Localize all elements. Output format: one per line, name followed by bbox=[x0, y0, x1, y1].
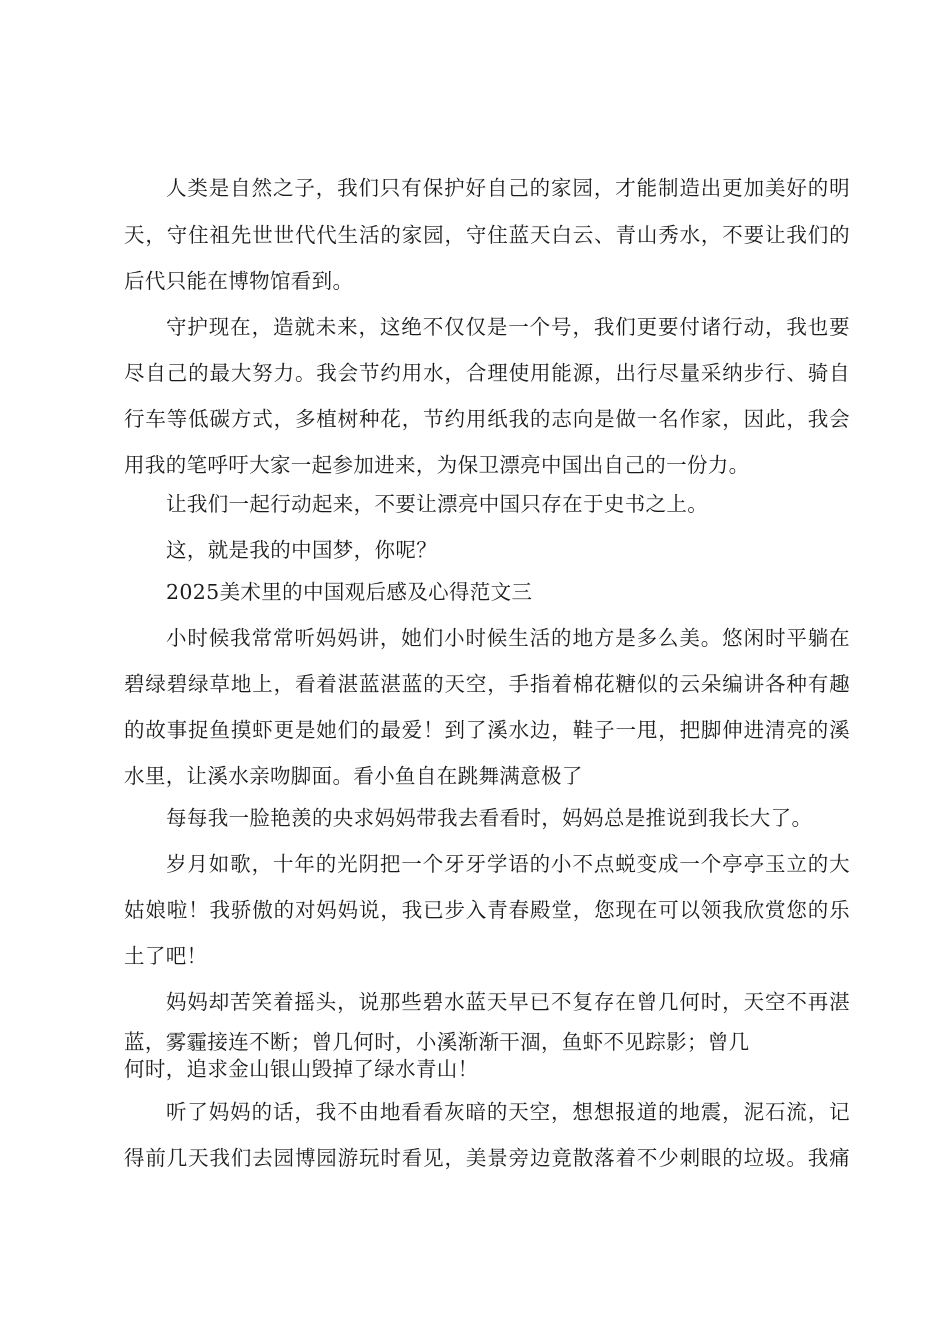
paragraph-5-line-2: 碧绿碧绿草地上，看着湛蓝湛蓝的天空，手指着棉花糖似的云朵编讲各种有趣 bbox=[124, 672, 850, 696]
paragraph-7-line-3: 土了吧！ bbox=[124, 944, 208, 968]
paragraph-5-line-4: 水里，让溪水亲吻脚面。看小鱼自在跳舞满意极了 bbox=[124, 764, 583, 788]
paragraph-9-line-2: 得前几天我们去园博园游玩时看见，美景旁边竟散落着不少刺眼的垃圾。我痛 bbox=[124, 1146, 850, 1170]
paragraph-8-line-3: 何时，追求金山银山毁掉了绿水青山！ bbox=[124, 1057, 479, 1081]
paragraph-9-line-1: 听了妈妈的话，我不由地看看灰暗的天空，想想报道的地震，泥石流，记 bbox=[166, 1100, 850, 1124]
paragraph-4: 这，就是我的中国梦，你呢？ bbox=[166, 538, 438, 562]
paragraph-1-line-3: 后代只能在博物馆看到。 bbox=[124, 269, 354, 293]
paragraph-8-line-2: 蓝，雾霾接连不断；曾几何时，小溪渐渐干涸，鱼虾不见踪影；曾几 bbox=[124, 1030, 750, 1054]
paragraph-7-line-2: 姑娘啦！我骄傲的对妈妈说，我已步入青春殿堂，您现在可以领我欣赏您的乐 bbox=[124, 898, 850, 922]
paragraph-2-line-3: 行车等低碳方式，多植树种花，节约用纸我的志向是做一名作家，因此，我会 bbox=[124, 407, 850, 431]
paragraph-2-line-1: 守护现在，造就未来，这绝不仅仅是一个号，我们更要付诸行动，我也要 bbox=[166, 315, 850, 339]
paragraph-1-line-1: 人类是自然之子，我们只有保护好自己的家园，才能制造出更加美好的明 bbox=[166, 176, 850, 200]
paragraph-7-line-1: 岁月如歌，十年的光阴把一个牙牙学语的小不点蜕变成一个亭亭玉立的大 bbox=[166, 852, 850, 876]
paragraph-2-line-2: 尽自己的最大努力。我会节约用水，合理使用能源，出行尽量采纳步行、骑自 bbox=[124, 361, 850, 385]
paragraph-5-line-1: 小时候我常常听妈妈讲，她们小时候生活的地方是多么美。悠闲时平躺在 bbox=[166, 626, 850, 650]
paragraph-2-line-4: 用我的笔呼吁大家一起参加进来，为保卫漂亮中国出自己的一份力。 bbox=[124, 453, 750, 477]
section-heading: 2025美术里的中国观后感及心得范文三 bbox=[166, 580, 533, 604]
paragraph-8-line-1: 妈妈却苦笑着摇头，说那些碧水蓝天早已不复存在曾几何时，天空不再湛 bbox=[166, 990, 850, 1014]
paragraph-3: 让我们一起行动起来，不要让漂亮中国只存在于史书之上。 bbox=[166, 492, 709, 516]
paragraph-5-line-3: 的故事捉鱼摸虾更是她们的最爱！到了溪水边，鞋子一甩，把脚伸进清亮的溪 bbox=[124, 718, 850, 742]
paragraph-6: 每每我一脸艳羡的央求妈妈带我去看看时，妈妈总是推说到我长大了。 bbox=[166, 806, 813, 830]
paragraph-1-line-2: 天，守住祖先世世代代生活的家园，守住蓝天白云、青山秀水，不要让我们的 bbox=[124, 223, 850, 247]
